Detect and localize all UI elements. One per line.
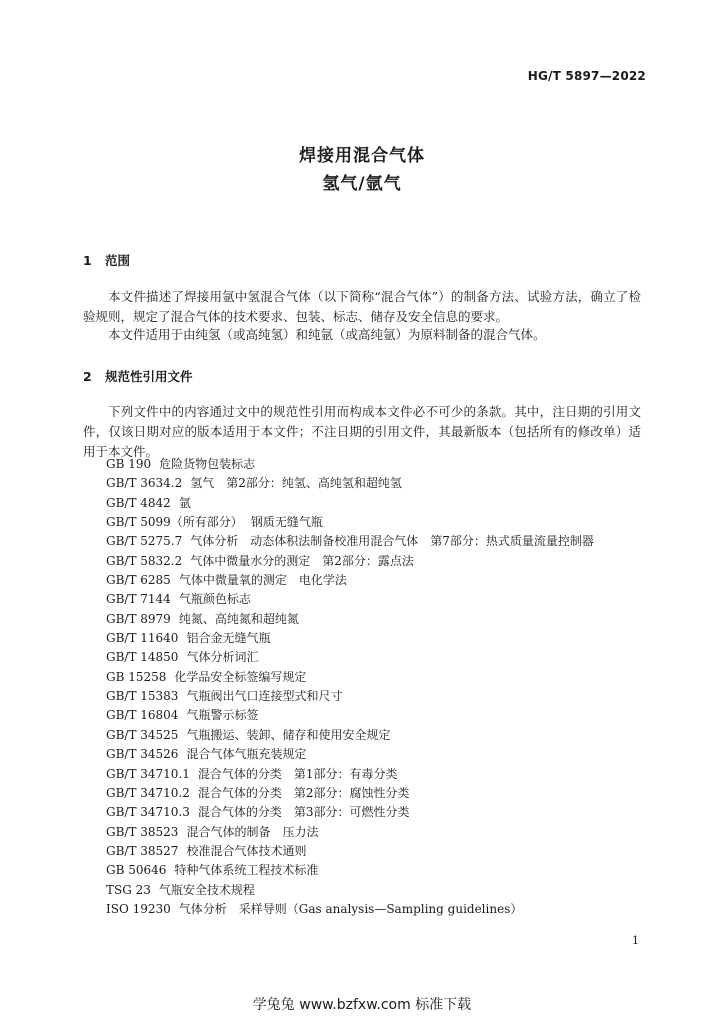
reference-title: 氩 — [178, 495, 191, 510]
reference-item — [106, 513, 594, 532]
reference-title: 化学品安全标签编写规定 — [174, 669, 307, 684]
reference-item — [106, 900, 594, 919]
reference-title: 气瓶搬运、装卸、储存和使用安全规定 — [186, 727, 391, 742]
reference-code: GB/T 34710.3 — [106, 805, 190, 820]
reference-code: GB/T 5275.7 — [106, 534, 183, 549]
reference-code: GB/T 16804 — [106, 708, 179, 723]
reference-item — [106, 610, 594, 629]
section-title: 范围 — [105, 253, 131, 268]
page-number: 1 — [632, 934, 639, 947]
section-number: 1 — [83, 253, 92, 268]
reference-item — [106, 648, 594, 667]
reference-code: GB/T 34710.1 — [106, 766, 190, 781]
reference-code: GB/T 4842 — [106, 495, 171, 510]
document-subtitle: 氢气/氩气 — [322, 174, 402, 194]
reference-title: 纯氮、高纯氮和超纯氮 — [178, 611, 299, 626]
reference-title: 氢气 第2部分：纯氢、高纯氢和超纯氢 — [190, 476, 402, 491]
reference-code: GB/T 5832.2 — [106, 553, 183, 568]
reference-title: 混合气体气瓶充装规定 — [186, 747, 307, 762]
reference-title: 混合气体的分类 第1部分：有毒分类 — [197, 766, 398, 781]
reference-code: GB/T 34710.2 — [106, 785, 190, 800]
section-2-heading — [83, 367, 193, 385]
reference-code: GB/T 5099（所有部分） — [106, 515, 243, 530]
standard-code: HG/T 5897—2022 — [527, 69, 646, 83]
reference-code: GB/T 34525 — [106, 727, 179, 742]
reference-code: GB/T 15383 — [106, 689, 179, 704]
reference-title: 混合气体的制备 压力法 — [186, 824, 319, 839]
reference-title: 气瓶颜色标志 — [178, 592, 251, 607]
reference-title: 气体中微量水分的测定 第2部分：露点法 — [190, 553, 414, 568]
reference-title: 特种气体系统工程技术标准 — [174, 863, 319, 878]
document-title: 焊接用混合气体 — [299, 146, 425, 166]
reference-title: 气体分析 动态体积法制备校准用混合气体 第7部分：热式质量流量控制器 — [190, 534, 594, 549]
reference-code: GB 15258 — [106, 669, 167, 684]
section-title: 规范性引用文件 — [105, 369, 193, 384]
reference-item — [106, 706, 594, 725]
reference-code: ISO 19230 — [106, 901, 171, 916]
reference-title: 危险货物包装标志 — [159, 457, 256, 471]
reference-title: 铝合金无缝气瓶 — [186, 631, 271, 646]
reference-item — [106, 571, 594, 590]
reference-item — [106, 532, 594, 551]
reference-title: 混合气体的分类 第3部分：可燃性分类 — [197, 805, 410, 820]
reference-title: 气体中微量氧的测定 电化学法 — [178, 573, 347, 588]
reference-code: GB/T 14850 — [106, 650, 179, 665]
reference-code: GB/T 38523 — [106, 824, 179, 839]
reference-code: GB/T 6285 — [106, 573, 171, 588]
reference-code: GB/T 7144 — [106, 592, 171, 607]
reference-item — [106, 823, 594, 842]
reference-item — [106, 455, 594, 474]
reference-item — [106, 784, 594, 803]
reference-item — [106, 668, 594, 687]
section-number: 2 — [83, 369, 92, 384]
reference-code: GB/T 34526 — [106, 747, 179, 762]
watermark: 学兔兔 www.bzfxw.com 标准下载 — [252, 997, 472, 1013]
reference-title: 气体分析 采样导则（Gas analysis—Sampling guidelines） — [178, 901, 523, 916]
reference-title: 气瓶警示标签 — [186, 708, 259, 723]
reference-code: GB 50646 — [106, 863, 167, 878]
section-1-heading — [83, 251, 130, 269]
reference-item — [106, 687, 594, 706]
reference-item — [106, 629, 594, 648]
reference-code: GB/T 38527 — [106, 843, 179, 858]
reference-code: GB 190 — [106, 457, 152, 471]
reference-code: TSG 23 — [106, 882, 151, 897]
reference-title: 气瓶阀出气口连接型式和尺寸 — [186, 689, 343, 704]
reference-item — [106, 745, 594, 764]
scope-paragraph-2: 本文件适用于由纯氢（或高纯氢）和纯氩（或高纯氩）为原料制备的混合气体。 — [108, 327, 546, 342]
reference-list — [106, 455, 594, 919]
reference-title: 钢质无缝气瓶 — [250, 515, 323, 530]
reference-item — [106, 881, 594, 900]
reference-item — [106, 803, 594, 822]
reference-item — [106, 474, 594, 493]
reference-title: 混合气体的分类 第2部分：腐蚀性分类 — [197, 785, 410, 800]
reference-title: 气体分析词汇 — [186, 650, 259, 665]
scope-paragraph-1: 本文件描述了焊接用氩中氢混合气体（以下简称“混合气体”）的制备方法、试验方法，确立了检验规则，规定了混合气体的技术要求、包装、标志、储存及安全信息的要求。 — [83, 289, 641, 324]
reference-code: GB/T 11640 — [106, 631, 179, 646]
reference-title: 气瓶安全技术规程 — [158, 882, 255, 897]
reference-code: GB/T 3634.2 — [106, 476, 183, 491]
references-intro: 下列文件中的内容通过文中的规范性引用而构成本文件必不可少的条款。其中，注日期的引用文件，仅该日期对应的版本适用于本文件；不注日期的引用文件，其最新版本（包括所有的修改单）适用于本文件。 — [83, 404, 641, 459]
reference-item — [106, 552, 594, 571]
reference-item — [106, 590, 594, 609]
reference-code: GB/T 8979 — [106, 611, 171, 626]
reference-item — [106, 494, 594, 513]
reference-item — [106, 765, 594, 784]
reference-item — [106, 842, 594, 861]
reference-item — [106, 726, 594, 745]
reference-title: 校准混合气体技术通则 — [186, 843, 307, 858]
reference-item — [106, 861, 594, 880]
